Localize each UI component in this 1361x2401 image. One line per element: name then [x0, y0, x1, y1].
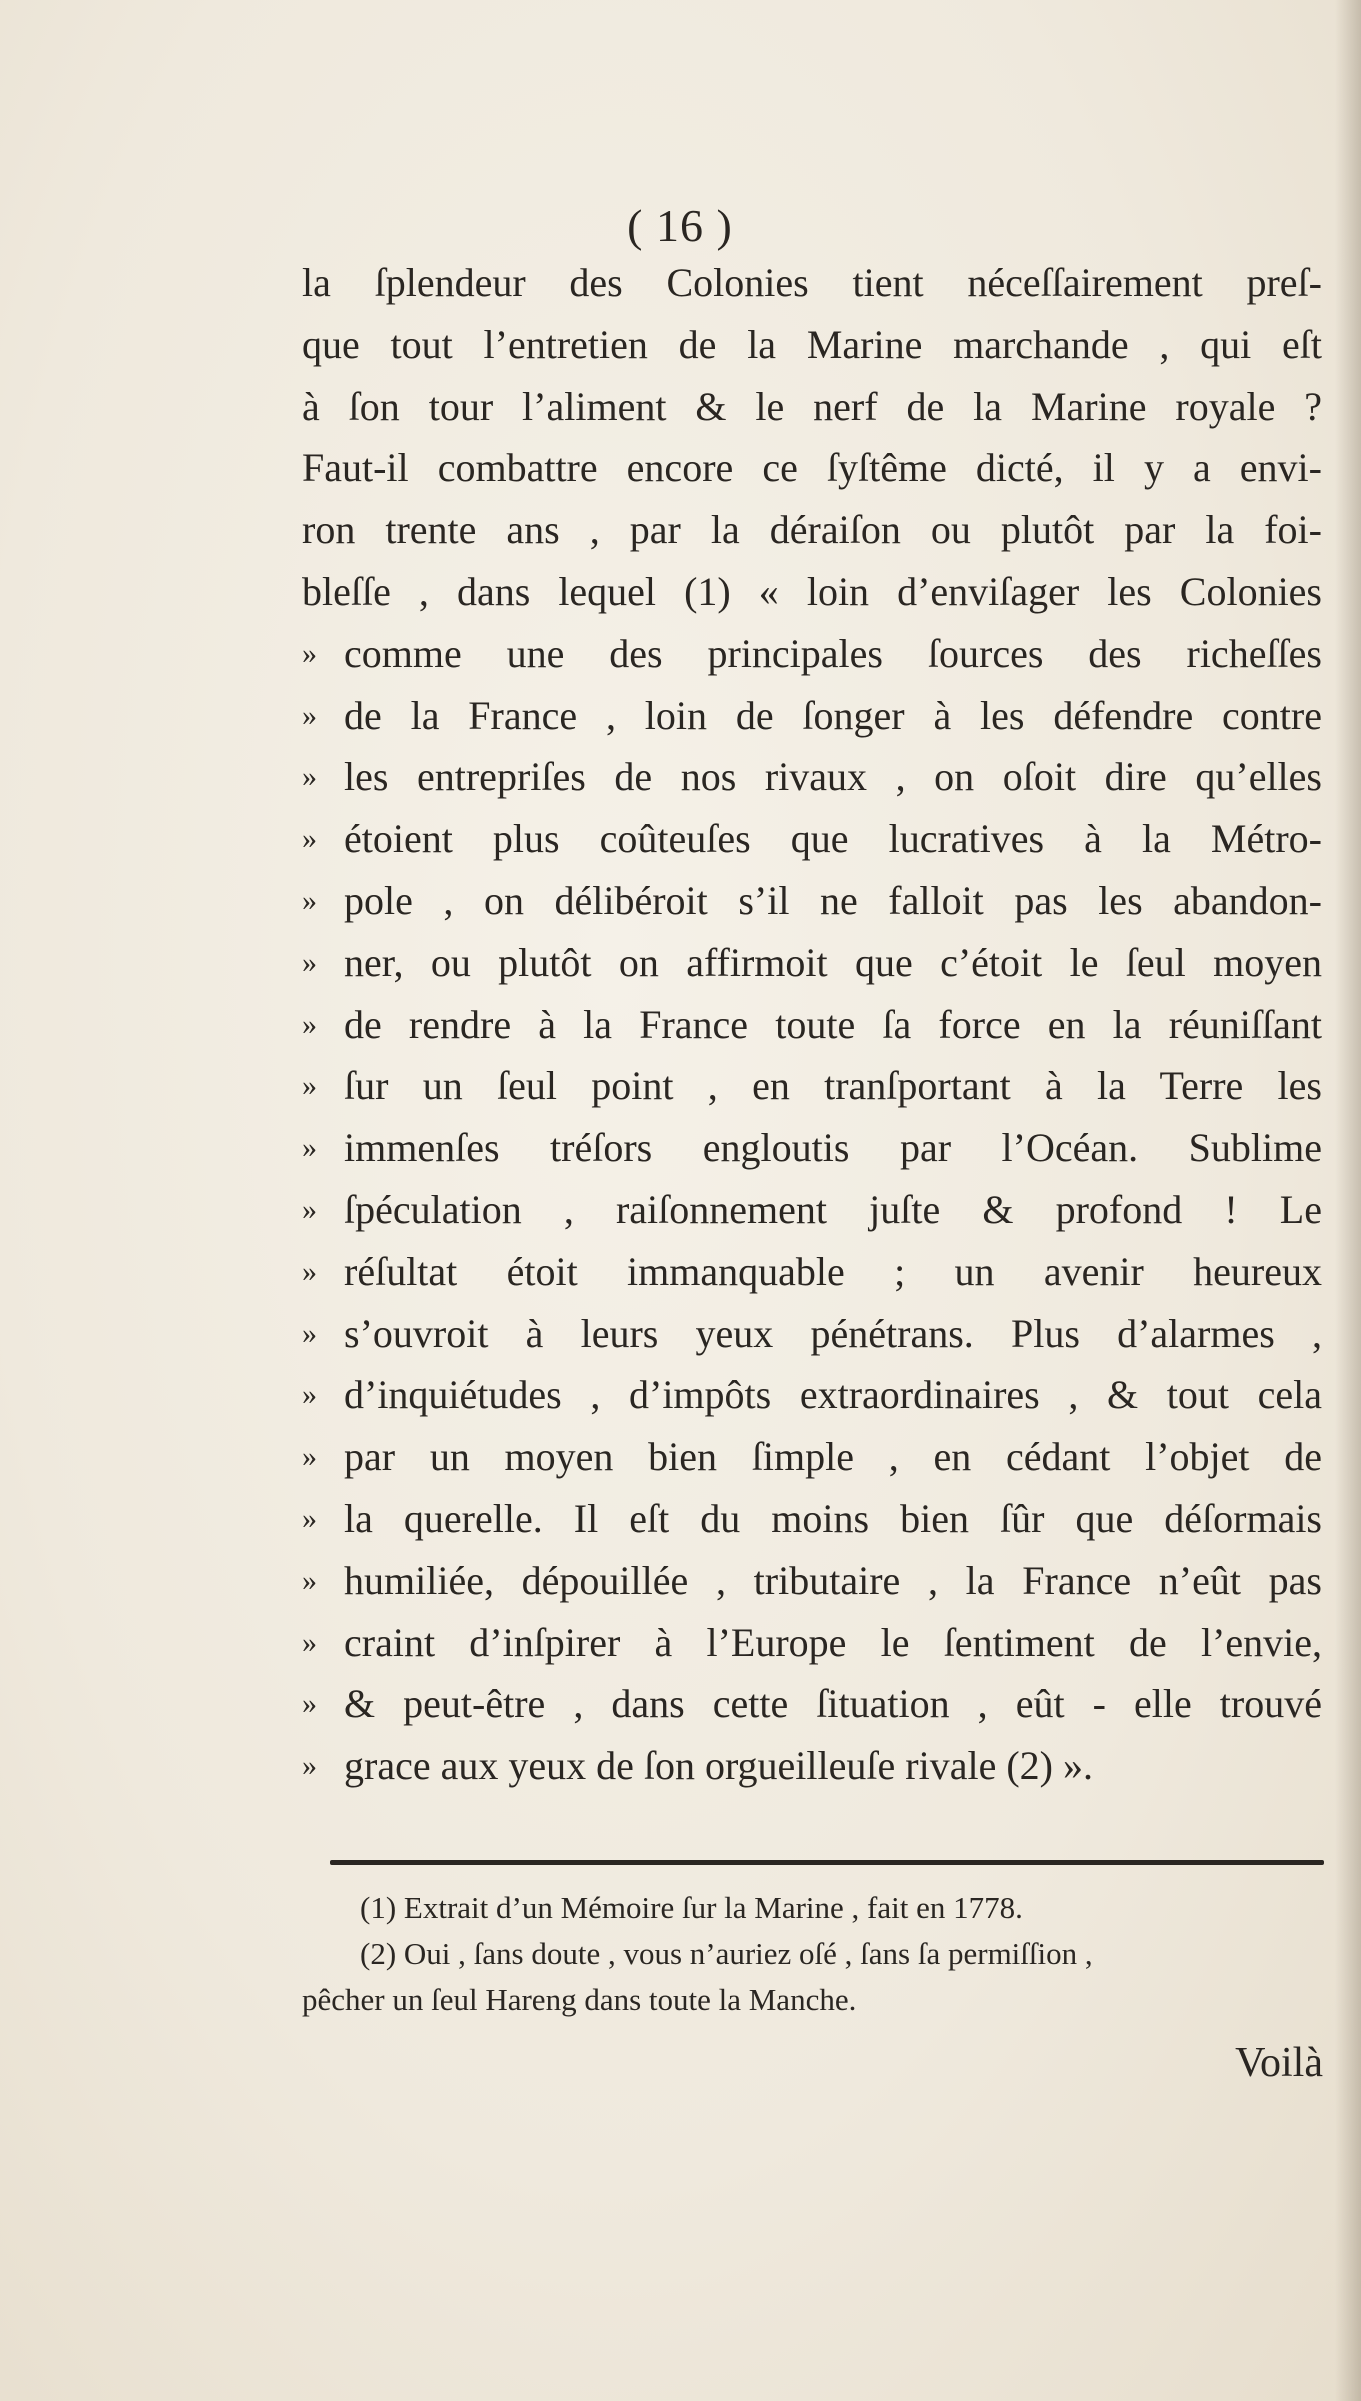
quoted-line: » de la France , loin de ſonger à les défendre contre: [302, 685, 1322, 747]
quoted-line: » de rendre à la France toute ſa force en la réuniſſant: [302, 994, 1322, 1056]
footnote-separator-rule: [330, 1860, 1324, 1865]
text-line: que tout l’entretien de la Marine marchande , qui eſt: [302, 321, 1322, 367]
text-line: la ſplendeur des Colonies tient néceſſairement preſ-: [302, 260, 1322, 305]
guillemet: »: [302, 883, 317, 917]
quoted-line: » réſultat étoit immanquable ; un avenir heureux: [302, 1241, 1322, 1303]
footnotes: [302, 1885, 1322, 2023]
guillemet: »: [302, 698, 317, 732]
catchword: Voilà: [1235, 2040, 1323, 2086]
quoted-line: » grace aux yeux de ſon orgueilleuſe rivale (2) ».: [302, 1735, 1322, 1797]
quoted-line: » ſur un ſeul point , en tranſportant à la Terre les: [302, 1055, 1322, 1117]
guillemet: »: [302, 822, 317, 856]
footnote-continuation: pêcher un ſeul Hareng dans toute la Manche.: [302, 1982, 857, 2017]
quoted-line: » immenſes tréſors engloutis par l’Océan. Sublime: [302, 1117, 1322, 1179]
footnote: (2) Oui , ſans doute , vous n’auriez oſé , ſans ſa permiſſion ,: [360, 1936, 1093, 1971]
guillemet: »: [302, 1131, 317, 1165]
quoted-line: » ſpéculation , raiſonnement juſte & profond ! Le: [302, 1179, 1322, 1241]
quoted-line: » ner, ou plutôt on affirmoit que c’étoit le ſeul moyen: [302, 932, 1322, 994]
body-text: [302, 252, 1322, 1797]
guillemet: »: [302, 945, 317, 979]
guillemet: »: [302, 1254, 317, 1288]
quoted-line: » étoient plus coûteuſes que lucratives à la Métro-: [302, 808, 1322, 870]
page-edge-shadow: [1335, 0, 1361, 2401]
guillemet: »: [302, 1749, 317, 1783]
guillemet: »: [302, 1069, 317, 1103]
guillemet: »: [302, 1192, 317, 1226]
guillemet: »: [302, 760, 317, 794]
guillemet: »: [302, 1440, 317, 1474]
quoted-line: » humiliée, dépouillée , tributaire , la France n’eût pas: [302, 1550, 1322, 1612]
text-line: à ſon tour l’aliment & le nerf de la Marine royale ?: [302, 383, 1322, 429]
text-line: bleſſe , dans lequel (1) « loin d’enviſager les Colonies: [302, 568, 1322, 614]
quoted-line: » d’inquiétudes , d’impôts extraordinaires , & tout cela: [302, 1364, 1322, 1426]
page-number: ( 16 ): [627, 200, 733, 251]
quoted-line: » craint d’inſpirer à l’Europe le ſentiment de l’envie,: [302, 1612, 1322, 1674]
quoted-line: » par un moyen bien ſimple , en cédant l’objet de: [302, 1426, 1322, 1488]
footnote: (1) Extrait d’un Mémoire ſur la Marine , fait en 1778.: [360, 1890, 1023, 1925]
guillemet: »: [302, 1563, 317, 1597]
text-line: Faut-il combattre encore ce ſyſtême dicté, il y a envi-: [302, 445, 1322, 491]
guillemet: »: [302, 1501, 317, 1535]
quoted-line: » comme une des principales ſources des richeſſes: [302, 623, 1322, 685]
quoted-line: » & peut-être , dans cette ſituation , eût - elle trouvé: [302, 1673, 1322, 1735]
quoted-line: » les entrepriſes de nos rivaux , on oſoit dire qu’elles: [302, 746, 1322, 808]
guillemet: »: [302, 1625, 317, 1659]
guillemet: »: [302, 1378, 317, 1412]
guillemet: »: [302, 636, 317, 670]
quoted-line: » la querelle. Il eſt du moins bien ſûr que déſormais: [302, 1488, 1322, 1550]
quoted-line: » pole , on délibéroit s’il ne falloit pas les abandon-: [302, 870, 1322, 932]
guillemet: »: [302, 1316, 317, 1350]
quoted-line: » s’ouvroit à leurs yeux pénétrans. Plus d’alarmes ,: [302, 1303, 1322, 1365]
guillemet: »: [302, 1007, 317, 1041]
text-line: ron trente ans , par la déraiſon ou plutôt par la foi-: [302, 507, 1322, 553]
guillemet: »: [302, 1687, 317, 1721]
